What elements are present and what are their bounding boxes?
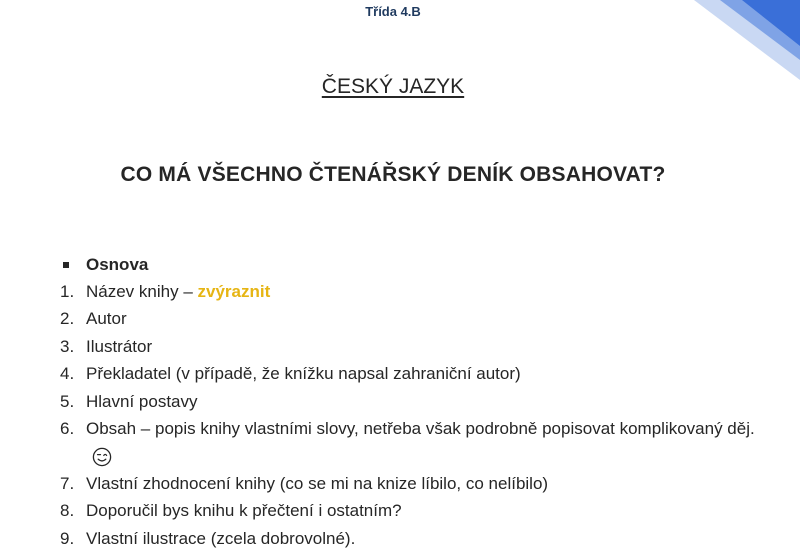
item-text: Obsah – popis knihy vlastními slovy, netřeba však podrobně popisovat komplikovaný děj. (86, 419, 755, 439)
item-number: 5. (60, 391, 75, 411)
outline-heading: Osnova (86, 255, 149, 274)
item-text: Hlavní postavy (86, 391, 198, 411)
item-number: 4. (60, 364, 75, 384)
item-text: Doporučil bys knihu k přečtení i ostatním? (86, 501, 402, 521)
item-number: 9. (60, 528, 75, 548)
class-label: Třída 4.B (365, 4, 421, 19)
item-text: Vlastní zhodnocení knihy (co se mi na knize líbilo, co nelíbilo) (86, 473, 549, 493)
outline-heading-row (60, 252, 760, 278)
list-item (60, 305, 760, 332)
subject-heading: ČESKÝ JAZYK (321, 75, 465, 98)
item-text: Ilustrátor (86, 336, 153, 356)
item-number: 6. (60, 419, 75, 439)
list-item (60, 525, 760, 552)
item-number: 2. (60, 309, 75, 329)
item-number: 3. (60, 336, 75, 356)
page-title: CO MÁ VŠECHNO ČTENÁŘSKÝ DENÍK OBSAHOVAT? (120, 163, 666, 186)
square-bullet-icon (63, 262, 69, 268)
list-item (60, 360, 760, 387)
item-number: 8. (60, 501, 75, 521)
item-text: Překladatel (v případě, že knížku napsal zahraniční autor) (86, 364, 521, 384)
list-item (60, 415, 760, 470)
list-item (60, 470, 760, 497)
list-item (60, 497, 760, 524)
list-item (60, 388, 760, 415)
item-text: Vlastní ilustrace (zcela dobrovolné). (86, 528, 356, 548)
item-number: 1. (60, 282, 75, 301)
list-item (60, 278, 760, 305)
list-item (60, 333, 760, 360)
item-text: Autor (86, 309, 127, 329)
wink-emoji-icon (92, 447, 112, 467)
outline-section (60, 252, 760, 552)
outline-list (60, 278, 760, 552)
item-text: Název knihy – (86, 282, 198, 301)
item-number: 7. (60, 473, 75, 493)
highlighted-word: zvýraznit (197, 282, 271, 301)
corner-decoration (680, 0, 800, 80)
